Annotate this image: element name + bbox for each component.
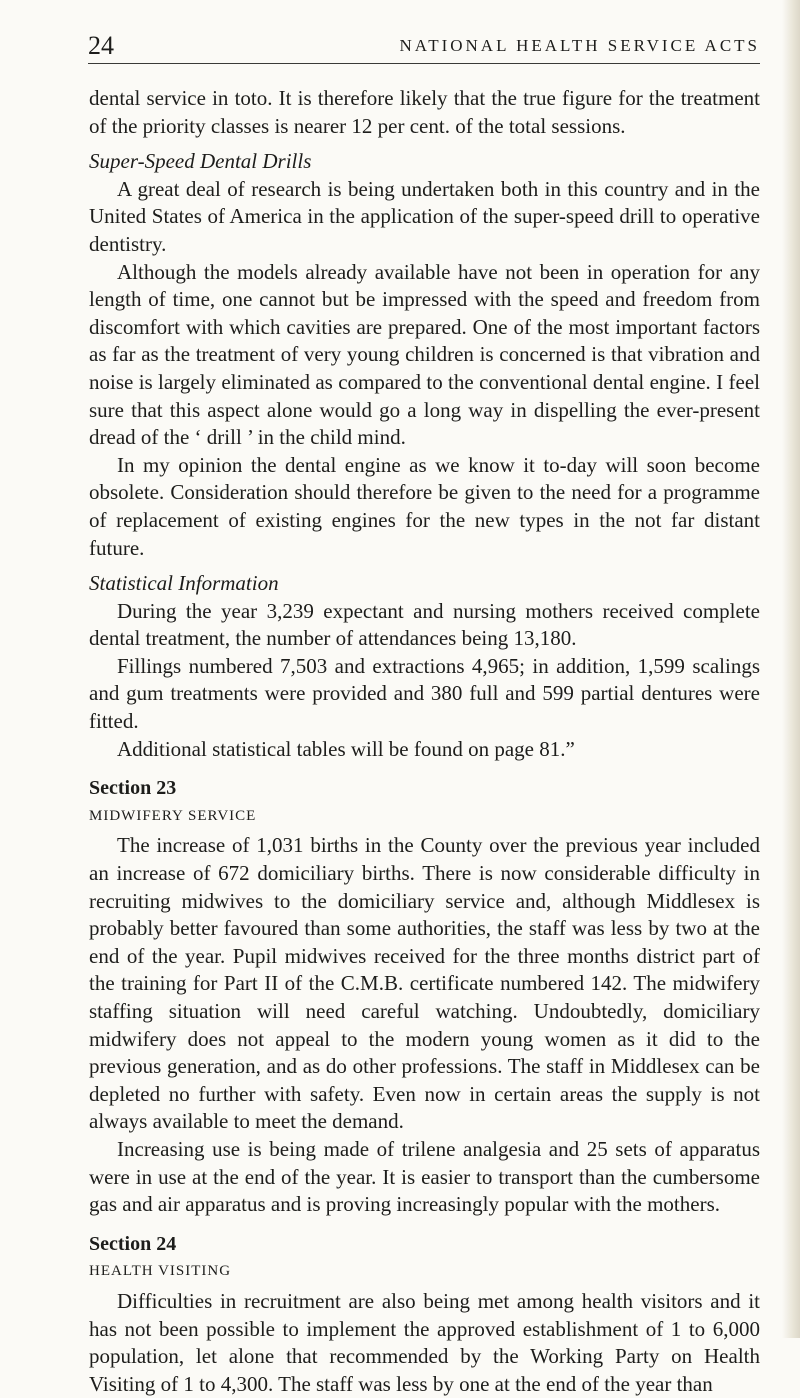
paragraph: dental service in toto. It is therefore likely that the true figure for the treatment of the priority classes is nearer 12 per cent. of the total sessions. bbox=[89, 86, 760, 138]
running-title: NATIONAL HEALTH SERVICE ACTS bbox=[399, 36, 760, 55]
paragraph: Although the models already available have not been in operation for any length of time, one cannot but be impressed with the speed and freedom from discomfort with which cavities are prepared. One of the most important factors as far as the treatment of very young children is concerned is that vibration and noise is largely eliminated as compared to the conventional dental engine. I feel sure that this aspect alone would go a long way in dispelling the ever-present dread of the ‘ drill ’ in the child mind. bbox=[89, 259, 760, 450]
page-header bbox=[88, 30, 760, 62]
paragraph: In my opinion the dental engine as we know it to-day will soon become obsolete. Consideration should therefore be given to the need for a programme of replacement of existing engines for the new types in the not far distant future. bbox=[89, 452, 760, 560]
header-rule bbox=[88, 63, 760, 64]
paragraph: A great deal of research is being undertaken both in this country and in the United States of America in the application of the super-speed drill to operative dentistry. bbox=[89, 176, 760, 256]
page-body bbox=[89, 85, 760, 1398]
paragraph: During the year 3,239 expectant and nursing mothers received complete dental treatment, the number of attendances being 13,180. bbox=[89, 598, 760, 651]
paragraph: Increasing use is being made of trilene analgesia and 25 sets of apparatus were in use at the end of the year. It is easier to transport than the cumbersome gas and air apparatus and is proving increasingly popular with the mothers. bbox=[89, 1136, 760, 1217]
subheading-drills: Super-Speed Dental Drills bbox=[89, 149, 312, 174]
paragraph: Fillings numbered 7,503 and extractions 4,965; in addition, 1,599 scalings and gum treatments were provided and 380 full and 599 partial dentures were fitted. bbox=[89, 653, 760, 734]
section-heading-23: Section 23 bbox=[89, 777, 177, 800]
paragraph: Difficulties in recruitment are also being met among health visitors and it has not been possible to implement the approved establishment of 1 to 6,000 population, let alone that recommended by the Working Party on Health Visiting of 1 to 4,300. The staff was less by one at the end of the year than bbox=[89, 1288, 760, 1396]
page-number: 24 bbox=[88, 31, 114, 60]
section-caption-midwifery: MIDWIFERY SERVICE bbox=[89, 807, 257, 824]
paragraph: The increase of 1,031 births in the County over the previous year included an increase of 672 domiciliary births. There is now considerable difficulty in recruiting midwives to the domiciliary service and, although Middlesex is probably better favoured than some authorities, the staff was less by two at the end of the year. Pupil midwives received for the three months district part of the training for Part II of the C.M.B. certificate numbered 142. The midwifery staffing situation will need careful watching. Undoubtedly, domiciliary midwifery does not appeal to the modern young women as it did to the previous generation, and as do other professions. The staff in Middlesex can be depleted no further with safety. Even now in certain areas the supply is not always available to meet the demand. bbox=[89, 833, 760, 1134]
section-heading-24: Section 24 bbox=[89, 1232, 177, 1255]
paragraph: Additional statistical tables will be found on page 81.” bbox=[117, 736, 575, 761]
page-edge-shadow bbox=[782, 0, 800, 1338]
section-caption-health-visiting: HEALTH VISITING bbox=[89, 1263, 232, 1280]
subheading-statistics: Statistical Information bbox=[89, 571, 279, 596]
